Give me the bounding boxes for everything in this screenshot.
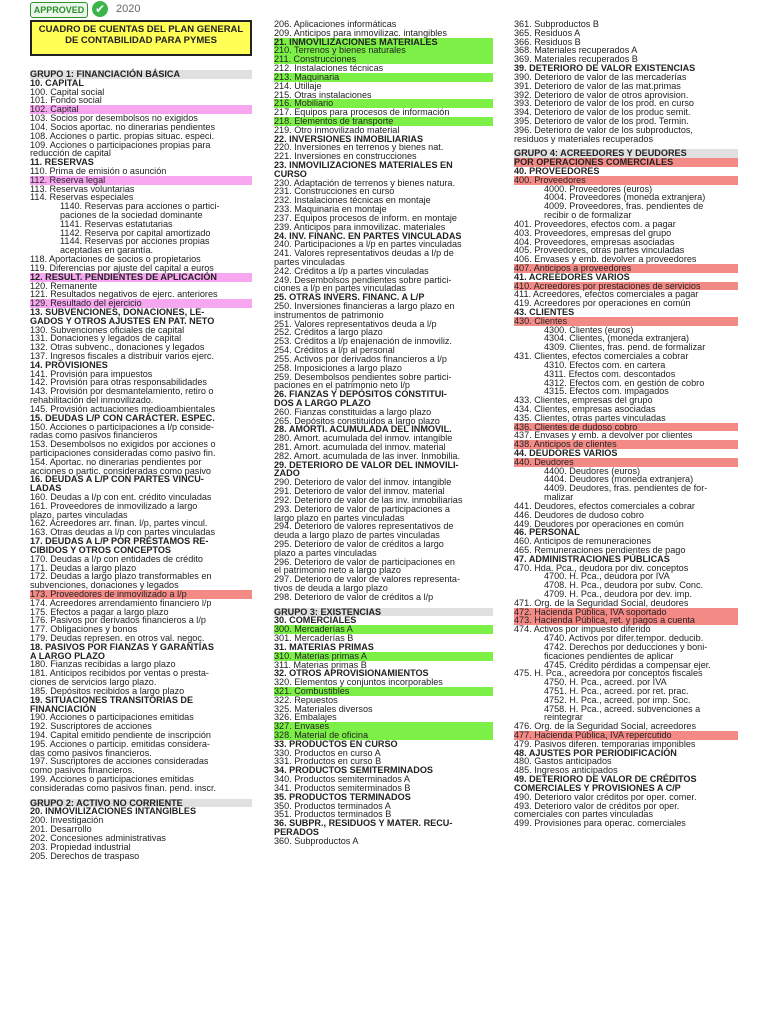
account-line: 112. Reserva legal (30, 176, 252, 185)
account-line: 258. Imposiciones a largo plazo (274, 362, 402, 373)
account-line: 255. Activos por derivados financieros a l/p (274, 353, 447, 364)
column-1 (30, 64, 252, 860)
account-line: 4404. Deudores (moneda extranjera) (544, 474, 694, 485)
account-line: 476. Org. de la Seguridad Social, acreedores (514, 721, 696, 732)
account-line: 171. Deudas a largo plazo (30, 562, 137, 573)
account-line: 179. Deudas represen. en otros val. negoc. (30, 633, 205, 643)
account-line: 240. Participaciones a l/p en partes vinculadas (274, 239, 462, 250)
approved-badge: APPROVED (30, 2, 88, 18)
account-line: como pasivos financieros. (30, 765, 135, 776)
account-line: 4758. H. Pca., acreed. subvenciones a (544, 703, 701, 714)
account-line: 436. Clientes de dudoso cobro (514, 423, 738, 432)
account-line: 470. Hda. Pca., deudora por div. conceptos (514, 562, 689, 573)
account-line: 4742. Derechos por deducciones y boni- (544, 641, 708, 652)
account-line: 361. Subproductos B (514, 19, 599, 29)
account-line: 366. Residuos B (514, 36, 581, 47)
account-line: 213. Maquinaria (274, 73, 493, 82)
account-line: 237. Equipos procesos de inform. en montaje (274, 212, 457, 223)
account-line: 440. Deudores (514, 458, 738, 467)
account-line: ciones a l/p en partes vinculadas (274, 283, 406, 294)
account-line: 296. Deterioro de valor de participaciones en (274, 556, 455, 567)
account-line: el patrimonio neto a largo plazo (274, 565, 401, 576)
account-line: 203. Propiedad industrial (30, 841, 131, 852)
account-line: 137. Ingresos fiscales a distribuir varios ejerc. (30, 351, 214, 361)
account-line: 1140. Reservas para acciones o partici- (60, 201, 220, 212)
account-line: 170. Deudas a l/p con entidades de crédito (30, 553, 203, 564)
account-line: 4700. H. Pca., deudora por IVA (544, 571, 670, 582)
account-line: 395. Deterioro de valor de los prod. Termin. (514, 115, 689, 126)
account-line: subvenciones, donaciones y legados (30, 580, 179, 591)
account-line: 4311. Efectos com. descontados (544, 368, 676, 379)
account-line: 232. Instalaciones técnicas en montaje (274, 195, 431, 206)
account-line: 438. Anticipos de clientes (514, 440, 738, 449)
account-line: 205. Derechos de traspaso (30, 850, 140, 861)
account-line: 4409. Deudores, fras. pendientes de for- (544, 483, 708, 494)
account-line: 190. Acciones o participaciones emitidas (30, 712, 194, 723)
section-heading: 20. INMOVILIZACIONES INTANGIBLES (30, 806, 197, 817)
account-line: 233. Maquinaria en montaje (274, 204, 387, 215)
account-line: 209. Anticipos para inmovilizac. intangibles (274, 27, 447, 38)
account-line: 493. Deterioro valor de créditos por oper. (514, 800, 680, 811)
account-line: 143. Provisión por desmantelamiento, retiro o (30, 386, 214, 397)
account-line: 392. Deterioro de valor de otros aprovision. (514, 89, 689, 100)
account-line: 369. Materiales recuperados B (514, 54, 638, 65)
account-line: comerciales con partes vinculadas (514, 809, 653, 820)
account-line: 4009. Proveedores, fras. pendientes de (544, 201, 704, 212)
account-line: 230. Adaptación de terrenos y bienes natura. (274, 177, 455, 188)
account-line: 295. Deterioro de valor de créditos a largo (274, 538, 444, 549)
account-line: 437. Envases y emb. a devolver por clientes (514, 430, 693, 441)
account-line: 411. Acreedores, efectos comerciales a pagar (514, 289, 699, 300)
account-line: das como pasivos financieros. (30, 747, 152, 758)
account-line: 132. Otras subvenc., donaciones y legados (30, 342, 205, 353)
account-line: 406. Envases y emb. devolver a proveedores (514, 254, 697, 265)
account-line: 220. Inversiones en terrenos y bienes nat. (274, 142, 444, 153)
account-line: 460. Anticipos de remuneraciones (514, 536, 651, 547)
account-line: 368. Materiales recuperados A (514, 45, 638, 56)
account-line: 431. Clientes, efectos comerciales a cobrar (514, 351, 689, 362)
account-line: 180. Fianzas recibidas a largo plazo (30, 659, 176, 670)
account-line: 4004. Proveedores (moneda extranjera) (544, 192, 706, 203)
account-line: 199. Acciones o participaciones emitidas (30, 774, 194, 784)
account-line: 475. H. Pca., acreedora por conceptos fiscales (514, 668, 703, 679)
account-line: 161. Proveedores de inmovilizado a largo (30, 500, 198, 511)
account-line: 172. Deudas a largo plazo transformables en (30, 571, 212, 582)
account-line: 4708. H. Pca., deudora por subv. Conc. (544, 580, 704, 591)
section-heading: 24. INV. FINANC. EN PARTES VINCULADAS (274, 230, 462, 241)
group-heading: GRUPO 2: ACTIVO NO CORRIENTE (30, 799, 252, 808)
account-line: 410. Acreedores por prestaciones de servicios (514, 282, 738, 291)
account-line: 298. Deterioro de valor de créditos a l/p (274, 591, 434, 602)
account-line: 177. Obligaciones y bonos (30, 624, 138, 635)
account-line: 200. Investigación (30, 815, 104, 826)
account-line: 192. Suscriptores de acciones (30, 721, 152, 732)
account-line: 340. Productos semiterminados A (274, 774, 410, 785)
section-heading: A LARGO PLAZO (30, 650, 105, 661)
account-line: 176. Pasivos por derivados financieros a l/p (30, 615, 206, 626)
account-line: 109. Acciones o participaciones propias para (30, 139, 211, 150)
account-line: 130. Subvenciones oficiales de capital (30, 324, 185, 335)
section-heading: 35. PRODUCTOS TERMINADOS (274, 791, 411, 802)
section-heading: 19. SITUACIONES TRANSITORIAS DE (30, 694, 194, 705)
account-line: 210. Terrenos y bienes naturales (274, 46, 493, 55)
section-heading: 25. OTRAS INVERS. FINANC. A L/P (274, 292, 425, 303)
section-heading: 31. MATERIAS PRIMAS (274, 641, 374, 652)
section-heading: 43. CLIENTES (514, 307, 575, 317)
section-heading: 46. PERSONAL (514, 527, 580, 538)
account-line: 4752. H. Pca., acreed. por imp. Soc. (544, 694, 691, 705)
section-heading: 49. DETERIORO DE VALOR DE CRÉDITOS (514, 774, 697, 785)
account-line: 154. Aportac. no dinerarias pendientes por (30, 456, 202, 467)
group-heading: GRUPO 3: EXISTENCIAS (274, 608, 493, 617)
account-line: 1144. Reservas por acciones propias (60, 236, 210, 247)
account-line: 160. Deudas a l/p con ent. crédito vinculadas (30, 492, 212, 502)
account-line: 216. Mobiliario (274, 99, 493, 108)
account-line: 104. Socios aportac. no dinerarias pendientes (30, 121, 216, 132)
section-heading: 17. DEUDAS A L/P POR PRÉSTAMOS RE- (30, 536, 209, 547)
account-line: 465. Remuneraciones pendientes de pago (514, 544, 686, 555)
column-3 (514, 20, 738, 828)
account-line: 479. Pasivos diferen. temporarias imponibles (514, 738, 696, 749)
account-line: recibir o de formalizar (544, 210, 632, 221)
group-heading: GRUPO 1: FINANCIACIÓN BÁSICA (30, 70, 252, 79)
section-heading: ZADO (274, 468, 300, 479)
account-line: 103. Socios por desembolsos no exigidos (30, 113, 198, 124)
section-heading: 26. FIANZAS Y DEPÓSITOS CONSTITUI- (274, 389, 447, 400)
account-line: 4400. Deudores (euros) (544, 465, 641, 476)
section-heading: DOS A LARGO PLAZO (274, 397, 371, 408)
account-line: 174. Acreedores arrendamiento financiero l/p (30, 597, 212, 608)
account-line: paciones de la sociedad dominante (60, 210, 203, 220)
account-line: 293. Deterioro de valor de participaciones a (274, 503, 450, 514)
account-line: 350. Productos terminados A (274, 800, 391, 811)
account-line: 251. Valores representativos deuda a l/p (274, 318, 437, 329)
account-line: 449. Deudores por operaciones en común (514, 518, 684, 529)
account-line: 4315. Efectos com. impagados (544, 386, 669, 397)
account-line: 441. Deudores, efectos comerciales a cobrar (514, 500, 695, 511)
account-line: 430. Clientes (514, 317, 738, 326)
group-heading: GRUPO 4: ACREEDORES Y DEUDORES (514, 149, 738, 158)
account-line: 265. Depósitos constituidos a largo plazo (274, 415, 440, 426)
account-line: tivos de deuda a largo plazo (274, 583, 388, 593)
account-line: deuda a largo plazo de partes vinculadas (274, 530, 440, 541)
section-heading: 29. DETERIORO DE VALOR DEL INMOVILI- (274, 459, 459, 470)
account-line: 351. Productos terminados B (274, 809, 392, 820)
section-heading: 11. RESERVAS (30, 157, 94, 168)
account-line: 291. Deterioro de valor del inmov. material (274, 486, 445, 497)
account-line: 393. Deterioro de valor de los prod. en curso (514, 98, 694, 109)
section-heading: 39. DETERIORO DE VALOR EXISTENCIAS (514, 63, 696, 74)
account-line: 480. Gastos anticipados (514, 756, 612, 767)
section-heading: 48. AJUSTES POR PERIODIFICACIÓN (514, 747, 677, 758)
account-line: 206. Aplicaciones informáticas (274, 19, 397, 29)
account-line: 242. Créditos a l/p a partes vinculadas (274, 265, 429, 276)
section-heading: 36. SUBPR., RESIDUOS Y MATER. RECU- (274, 818, 453, 829)
account-line: largo plazo en partes vinculadas (274, 512, 405, 523)
section-heading: 22. INVERSIONES INMOBILIARIAS (274, 133, 424, 144)
account-line: 485. Ingresos anticipados (514, 765, 618, 776)
section-heading: COMERCIALES Y PROVISIONES A C/P (514, 782, 681, 793)
account-line: 119. Diferencias por ajuste del capital a euros (30, 262, 214, 273)
account-line: 239. Anticipos para inmovilizac. materiales (274, 221, 446, 232)
account-line: 214. Utillaje (274, 80, 322, 91)
account-line: 110. Prima de emisión o asunción (30, 165, 167, 176)
year-label: 2020 (116, 3, 141, 15)
account-line: 471. Org. de la Seguridad Social, deudores (514, 597, 689, 608)
account-line: 282. Amort. acumulada de las inver. Inmobilia. (274, 450, 461, 461)
account-line: instrumentos de patrimonio (274, 309, 384, 320)
section-heading: CIBIDOS Y OTROS CONCEPTOS (30, 544, 171, 555)
section-heading: 16. DEUDAS A L/P CON PARTES VINCU- (30, 474, 204, 485)
account-line: rehabilitación del inmovilizado. (30, 395, 154, 406)
account-line: 219. Otro inmovilizado material (274, 124, 400, 135)
section-heading: 41. ACREEDORES VARIOS (514, 271, 630, 282)
account-line: 280. Amort. acumulada del inmov. intangible (274, 433, 453, 444)
checkmark-icon: ✔ (92, 1, 108, 17)
account-line: 100. Capital social (30, 86, 105, 97)
account-line: 141. Provisión para impuestos (30, 368, 153, 379)
account-line: 404. Proveedores, empresas asociadas (514, 236, 675, 247)
section-heading: 34. PRODUCTOS SEMITERMINADOS (274, 765, 433, 776)
account-line: 490. Deterioro valor créditos por oper. comer. (514, 791, 697, 802)
account-line: 4312. Efectos com. en gestión de cobro (544, 377, 705, 388)
account-line: 1141. Reservas estatutarias (60, 218, 173, 229)
section-heading: 32. OTROS APROVISIONAMIENTOS (274, 668, 429, 679)
account-line: 4751. H. Pca., acreed. por ret. prac. (544, 685, 689, 696)
account-line: 311. Materias primas B (274, 659, 367, 670)
account-line: 231. Construcciones en curso (274, 186, 395, 197)
account-line: 281. Amort. acumulada del inmov. material (274, 442, 446, 452)
account-line: 391. Deterioro de valor de las mat.primas (514, 80, 681, 91)
account-line: 360. Subproductos A (274, 835, 359, 846)
account-line: 194. Capital emitido pendiente de inscripción (30, 729, 211, 740)
account-line: 4310. Efectos com. en cartera (544, 359, 666, 370)
account-line: 218. Elementos de transporte (274, 117, 493, 126)
account-line: 121. Resultados negativos de ejerc. anteriores (30, 289, 218, 300)
section-heading: 30. COMERCIALES (274, 615, 357, 626)
account-line: 4304. Clientes, (moneda extranjera) (544, 333, 690, 344)
section-heading: 23. INMOVILIZACIONES MATERIALES EN (274, 160, 453, 170)
account-line: 197. Suscriptores de acciones consideradas (30, 756, 209, 767)
account-line: 401. Proveedores, efectos com. a pagar (514, 218, 676, 229)
account-line: 118. Aportaciones de socios o propietarios (30, 254, 201, 265)
account-line: 4000. Proveedores (euros) (544, 183, 653, 194)
account-line: partes vinculadas (274, 256, 345, 267)
account-line: 131. Donaciones y legados de capital (30, 333, 182, 344)
account-line: 142. Provisión para otras responsabilidades (30, 377, 207, 388)
account-line: 472. Hacienda Pública, IVA soportado (514, 608, 738, 617)
account-line: 390. Deterioro de valor de las mercaderías (514, 71, 687, 82)
section-heading: 21. INMOVILIZACIONES MATERIALES (274, 38, 493, 47)
account-line: 259. Desembolsos pendientes sobre partici- (274, 371, 452, 382)
section-heading: 44. DEUDORES VARIOS (514, 448, 618, 458)
account-line: 212. Instalaciones técnicas (274, 63, 384, 74)
account-line: 341. Productos semiterminados B (274, 782, 411, 793)
account-line: 254. Créditos a l/p al personal (274, 345, 395, 356)
column-2 (274, 20, 493, 846)
section-heading: 14. PROVISIONES (30, 359, 108, 370)
account-line: plazo, partes vinculadas (30, 509, 128, 520)
account-line: 4709. H. Pca., deudora por dev. imp. (544, 589, 692, 599)
account-line: 290. Deterioro de valor del inmov. intangible (274, 477, 452, 488)
account-line: 322. Repuestos (274, 694, 338, 705)
account-line: 331. Productos en curso B (274, 756, 382, 767)
account-line: 292. Deterioro de valor de las inv. inmobiliarias (274, 494, 463, 505)
account-line: 201. Desarrollo (30, 824, 92, 835)
account-line: 499. Provisiones para operac. comerciales (514, 818, 686, 829)
account-line: 394. Deterioro de valor de los produc semit. (514, 107, 691, 118)
section-heading: CURSO (274, 168, 307, 179)
account-line: reducción de capital (30, 148, 111, 159)
account-line: 195. Acciones o particip. emitidas considera- (30, 738, 210, 749)
account-line: 173. Proveedores de inmovilizado a l/p (30, 590, 252, 599)
account-line: radas como pasivos financieros (30, 430, 158, 441)
account-line: 477. Hacienda Pública, IVA repercutido (514, 731, 738, 740)
account-line: 114. Reservas especiales (30, 192, 134, 203)
account-line: 145. Provisión actuaciones medioambientales (30, 403, 216, 414)
account-line: 217. Equipos para procesos de información (274, 107, 450, 118)
section-heading: PERADOS (274, 826, 319, 837)
account-line: 320. Elementos y conjuntos incorporables (274, 677, 443, 688)
section-heading: 10. CAPITAL (30, 77, 84, 88)
account-line: 202. Concesiones administrativas (30, 832, 166, 843)
section-heading: FINANCIACIÓN (30, 703, 97, 714)
account-line: 330. Productos en curso A (274, 747, 381, 758)
account-line: 435. Clientes, otras partes vinculadas (514, 412, 666, 423)
account-line: 221. Inversiones en construcciones (274, 151, 417, 162)
account-line: 325. Materiales diversos (274, 703, 373, 714)
account-line: 326. Embalajes (274, 712, 337, 723)
account-line: 249. Desembolsos pendientes sobre partici- (274, 274, 452, 285)
account-line: 403. Proveedores, empresas del grupo (514, 227, 672, 238)
account-line: 250. Inversiones financieras a largo plazo en (274, 301, 455, 311)
account-line: 215. Otras instalaciones (274, 89, 372, 100)
account-line: reintegrar (544, 712, 583, 723)
section-heading: POR OPERACIONES COMERCIALES (514, 158, 738, 167)
account-line: 185. Depósitos recibidos a largo plazo (30, 685, 185, 696)
account-line: 294. Deterioro de valores representativos de (274, 521, 454, 532)
account-line: 419. Acreedores por operaciones en común (514, 298, 691, 309)
account-line: 310. Materias primas A (274, 652, 493, 661)
account-line: consideradas como pasivos finan. pend. inscr. (30, 782, 217, 793)
account-line: 400. Proveedores (514, 176, 738, 185)
section-heading: 18. PASIVOS POR FIANZAS Y GARANTÍAS (30, 641, 214, 652)
account-line: 102. Capital (30, 105, 252, 114)
account-line: 405. Proveedores, otras partes vinculadas (514, 245, 685, 256)
account-line: 113. Reservas voluntarias (30, 183, 135, 194)
account-line: 473. Hacienda Pública, ret. y pagos a cuenta (514, 616, 738, 625)
account-line: 446. Deudores de dudoso cobro (514, 509, 644, 520)
account-line: 1142. Reserva por capital amortizado (60, 227, 211, 238)
section-heading: 15. DEUDAS L/P CON CARÁCTER. ESPEC. (30, 412, 215, 423)
account-line: 181. Anticipos recibidos por ventas o presta- (30, 668, 209, 679)
account-line: 163. Otras deudas a l/p con partes vinculadas (30, 527, 216, 538)
account-line: 129. Resultado del ejercicio (30, 299, 252, 308)
account-line: 211. Construcciones (274, 55, 493, 64)
account-line: 4745. Crédito pérdidas a compensar ejer. (544, 659, 711, 670)
section-heading: LADAS (30, 483, 62, 494)
section-heading: GADOS Y OTROS AJUSTES EN PAT. NETO (30, 315, 215, 326)
account-line: 433. Clientes, empresas del grupo (514, 395, 653, 406)
account-line: paciones en el patrimonio neto l/p (274, 380, 410, 391)
account-line: 120. Remanente (30, 280, 98, 291)
account-line: 150. Acciones o participaciones a l/p conside- (30, 421, 215, 432)
account-line: 253. Créditos a l/p enajenación de inmoviliz. (274, 336, 452, 347)
account-line: 241. Valores representativos deudas a l/p de (274, 248, 454, 259)
account-line: ciones de servicios largo plazo. (30, 677, 157, 688)
account-line: 327. Envases (274, 722, 493, 731)
account-line: acciones o partic. consideradas como pasivo (30, 465, 211, 476)
account-line: 175. Efectos a pagar a largo plazo (30, 606, 169, 617)
account-line: 4300. Clientes (euros) (544, 324, 634, 335)
section-heading: 33. PRODUCTOS EN CURSO (274, 738, 398, 749)
section-heading: 47. ADMINISTRACIONES PÚBLICAS (514, 553, 670, 564)
account-line: 434. Clientes, empresas asociadas (514, 403, 656, 414)
account-line: 4740. Activos por difer.tempor. deducib. (544, 633, 704, 644)
account-line: malizar (544, 492, 574, 503)
account-line: 4309. Clientes, fras. pend. de formalizar (544, 342, 706, 353)
section-heading: 28. AMORTI. ACUMULADA DEL INMOVIL. (274, 424, 452, 435)
account-line: plazo a partes vinculadas (274, 547, 377, 558)
account-line: participaciones consideradas como pasivo fin. (30, 447, 216, 458)
account-line: 101. Fondo social (30, 95, 102, 106)
account-line: 474. Activos por impuesto diferido (514, 624, 651, 635)
section-heading: 12. RESULT. PENDIENTES DE APLICACIÓN (30, 273, 252, 282)
account-line: 252. Créditos a largo plazo (274, 327, 383, 338)
account-line: 407. Anticipos a proveedores (514, 264, 738, 273)
account-line: 297. Deterioro de valor de valores representa- (274, 574, 461, 585)
section-heading: 13. SUBVENCIONES, DONACIONES, LE- (30, 306, 205, 317)
account-line: 321. Combustibles (274, 687, 493, 696)
section-heading: 40. PROVEEDORES (514, 166, 600, 176)
account-line: 396. Deterioro de valor de los subproductos, (514, 124, 693, 135)
account-line: 108. Acciones o partic. propias situac. especi. (30, 130, 214, 141)
account-line: 4750. H. Pca., acreed. por IVA (544, 677, 667, 688)
account-line: 260. Fianzas constituidas a largo plazo (274, 406, 432, 417)
account-line: residuos y materiales recuperados (514, 133, 653, 144)
account-line: 162. Acreedores arr. finan. l/p, partes vincul. (30, 518, 208, 529)
account-line: 153. Desembolsos no exigidos por acciones o (30, 439, 216, 450)
account-line: 365. Residuos A (514, 27, 581, 38)
account-line: 300. Mercaderías A (274, 625, 493, 634)
account-line: aceptadas en garantía. (60, 245, 154, 256)
account-line: 301. Mercaderías B (274, 633, 354, 644)
account-line: 328. Material de oficina (274, 731, 493, 740)
account-line: ficaciones pendientes de aplicar (544, 650, 674, 661)
document-title: CUADRO DE CUENTAS DEL PLAN GENERAL DE CONTABILIDAD PARA PYMES (30, 20, 252, 56)
